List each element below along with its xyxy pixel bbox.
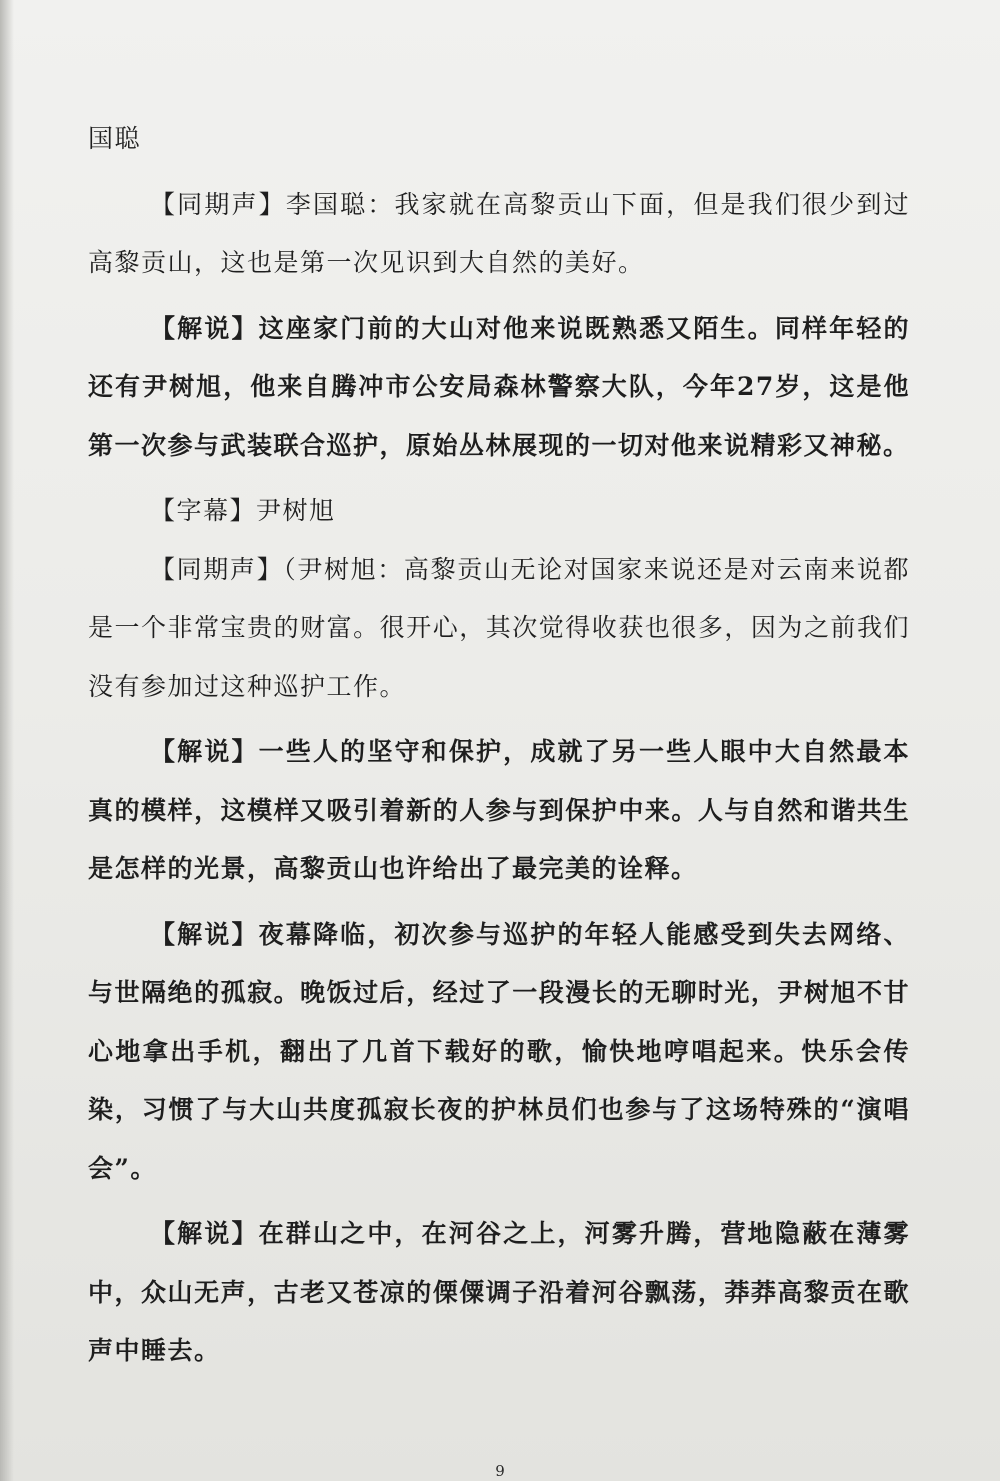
paragraph-narration-night: 【解说】夜幕降临，初次参与巡护的年轻人能感受到失去网络、与世隔绝的孤寂。晚饭过后，经过了一段漫长的无聊时光，尹树旭不甘心地拿出手机，翻出了几首下载好的歌，愉快地哼唱起来。快乐会传染，习惯了与大山共度孤寂长夜的护林员们也参与了这场特殊的“演唱会”。 (88, 919, 910, 1183)
paragraph-narration-yin-shuxu: 【解说】这座家门前的大山对他来说既熟悉又陌生。同样年轻的还有尹树旭，他来自腾冲市公安局森林警察大队，今年27岁，这是他第一次参与武装联合巡护，原始丛林展现的一切对他来说精彩又神秘。 (88, 313, 910, 460)
paragraph-soundbite-li-guocong: 【同期声】李国聪：我家就在高黎贡山下面，但是我们很少到过高黎贡山，这也是第一次见识到大自然的美好。 (88, 189, 910, 277)
paragraph-narration-protection: 【解说】一些人的坚守和保护，成就了另一些人眼中大自然最本真的模样，这模样又吸引着新的人参与到保护中来。人与自然和谐共生是怎样的光景，高黎贡山也许给出了最完美的诠释。 (88, 737, 910, 883)
paragraph-narration-mountains: 【解说】在群山之中，在河谷之上，河雾升腾，营地隐蔽在薄雾中，众山无声，古老又苍凉的傈僳调子沿着河谷飘荡，莽莽高黎贡在歌声中睡去。 (88, 1219, 910, 1365)
paragraph-caption-yin-shuxu: 【字幕】尹树旭 (150, 496, 336, 525)
paragraph-name-continuation: 国聪 (88, 124, 142, 153)
paragraph-soundbite-yin-shuxu: 【同期声】（尹树旭：高黎贡山无论对国家来说还是对云南来说都是一个非常宝贵的财富。很开心，其次觉得收获也很多，因为之前我们没有参加过这种巡护工作。 (88, 554, 910, 701)
page-number: 9 (495, 1462, 505, 1480)
document-body (88, 110, 910, 1381)
page-edge-shadow (0, 0, 14, 1481)
